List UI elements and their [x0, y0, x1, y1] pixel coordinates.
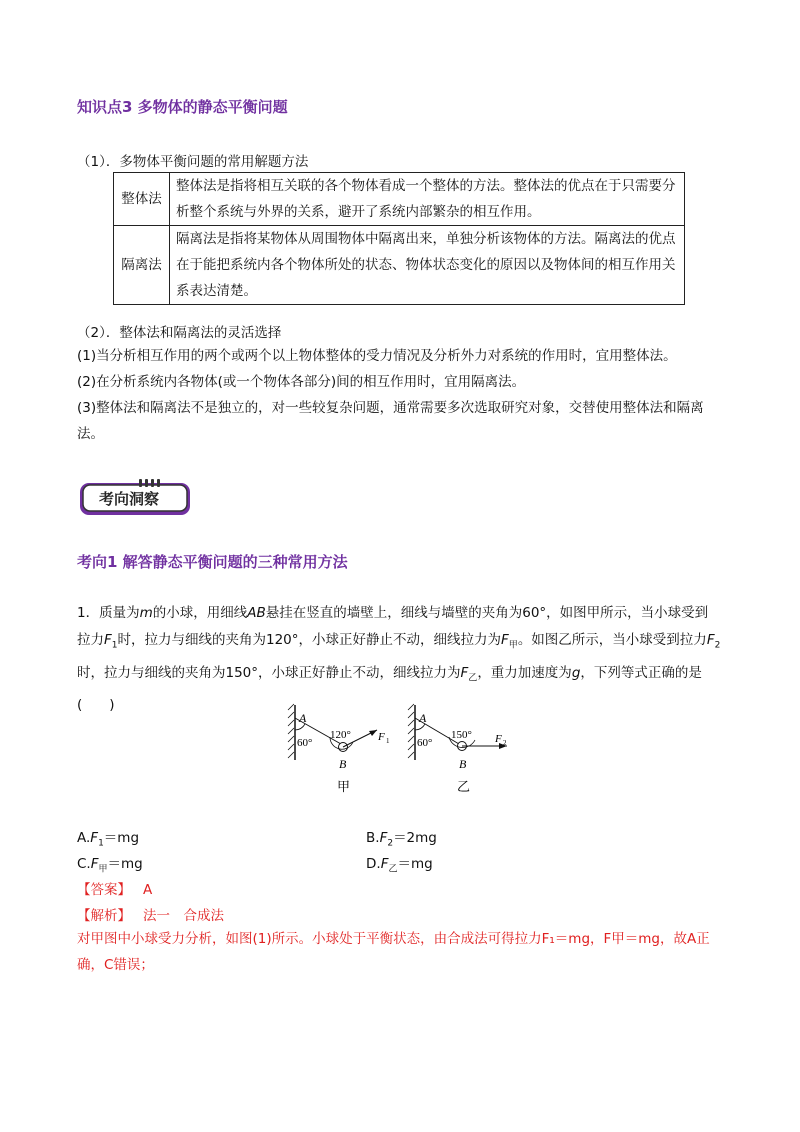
question-part: 的小球，用细线	[152, 605, 248, 621]
var-f2: F	[706, 632, 715, 648]
caption-right: 乙	[457, 780, 471, 795]
var-f2-sub: 2	[714, 640, 721, 651]
angle-wall-left: 60°	[297, 737, 313, 749]
analysis-label: 【解析】	[77, 908, 131, 924]
force-left-sub: 1	[386, 737, 390, 745]
point-2: (2)在分析系统内各物体(或一个物体各部分)间的相互作用时，宜用隔离法。	[77, 374, 526, 390]
subsection-title-2: （2）．整体法和隔离法的灵活选择	[77, 325, 282, 341]
var-m: m	[139, 605, 153, 621]
table-row	[114, 173, 685, 226]
option-rest: ＝mg	[397, 856, 433, 872]
var-fj: F	[501, 632, 509, 648]
angle-force-right: 150°	[451, 729, 472, 741]
var-g: g	[571, 664, 581, 681]
analysis-line	[77, 904, 224, 924]
analysis-method: 法一 合成法	[143, 908, 224, 924]
option-rest: ＝2mg	[393, 830, 437, 846]
table-row	[114, 226, 685, 305]
table-cell-label: 整体法	[114, 173, 170, 226]
var-fj-sub: 甲	[508, 640, 518, 651]
option-var: F	[379, 830, 388, 846]
question-part: ，下列等式正确的是( )	[77, 664, 702, 714]
option-sub: 1	[98, 838, 104, 849]
table-cell-label: 隔离法	[114, 226, 170, 305]
table-cell-text: 整体法是指将相互关联的各个物体看成一个整体的方法。整体法的优点在于只需要分析整个系统与外界的关系，避开了系统内部繁杂的相互作用。	[170, 173, 685, 226]
angle-wall-right: 60°	[417, 737, 433, 749]
option-rest: ＝mg	[107, 856, 143, 872]
force-diagram	[285, 700, 520, 800]
question-part: 。如图乙所示，当小球受到拉力	[517, 632, 707, 648]
option-key: C.	[77, 856, 91, 872]
label-b-left: B	[339, 757, 347, 771]
question-part: 质量为	[99, 605, 140, 621]
angle-force-left: 120°	[330, 729, 351, 741]
option-c[interactable]	[77, 852, 143, 875]
question-number: 1．	[77, 605, 100, 621]
table-cell-text: 隔离法是指将某物体从周围物体中隔离出来，单独分析该物体的方法。隔离法的优点在于能把系统内各个物体所处的状态、物体状态变化的原因以及物体间的相互作用关系表达清楚。	[170, 226, 685, 305]
force-right-sub: 2	[503, 739, 507, 747]
option-var: F	[90, 856, 99, 872]
answer-line	[77, 878, 152, 898]
option-rest: ＝mg	[103, 830, 140, 846]
option-key: D.	[366, 856, 381, 872]
subsection-title-1: （1）．多物体平衡问题的常用解题方法	[77, 154, 309, 170]
option-sub: 2	[387, 838, 394, 849]
option-var: F	[90, 830, 99, 846]
option-sub: 乙	[388, 864, 398, 875]
label-a-right: A	[419, 711, 427, 725]
label-a-left: A	[299, 711, 307, 725]
question-part: 时，拉力与细线的夹角为120°，小球正好静止不动，细线拉力为	[117, 632, 502, 648]
var-f1: F	[104, 632, 112, 648]
answer-value: A	[143, 882, 153, 898]
option-a[interactable]	[77, 826, 139, 849]
var-fy-sub: 乙	[468, 673, 478, 684]
option-sub: 甲	[98, 864, 108, 875]
point-3: (3)整体法和隔离法不是独立的，对一些较复杂问题，通常需要多次选取研究对象，交替使用整体法和隔离法。	[77, 400, 704, 442]
answer-label: 【答案】	[77, 882, 131, 898]
option-key: B.	[366, 830, 380, 846]
var-fy: F	[460, 664, 469, 681]
var-f1-sub: 1	[111, 640, 118, 651]
badge-text: 考向洞察	[99, 490, 160, 508]
question-part: 时，拉力与细线的夹角为150°，小球正好静止不动，细线拉力为	[77, 664, 461, 681]
methods-table	[113, 172, 685, 305]
option-key: A.	[77, 830, 91, 846]
var-ab: AB	[247, 605, 266, 621]
section-heading: 知识点3 多物体的静态平衡问题	[77, 98, 288, 116]
force-left: F	[378, 731, 385, 743]
question-part: 悬挂在竖直的墙壁上，细线与墙壁的夹角为60°，如图甲所示，当小球受到拉力	[77, 605, 709, 648]
option-b[interactable]	[366, 826, 437, 849]
force-right: F	[495, 733, 502, 745]
option-var: F	[380, 856, 389, 872]
question-part: ，重力加速度为	[477, 664, 572, 681]
point-1: (1)当分析相互作用的两个或两个以上物体整体的受力情况及分析外力对系统的作用时，宜用整体法。	[77, 348, 677, 364]
option-d[interactable]	[366, 852, 433, 875]
label-b-right: B	[459, 757, 467, 771]
analysis-text: 对甲图中小球受力分析，如图(1)所示。小球处于平衡状态，由合成法可得拉力F₁＝mg，F甲＝mg，故A正确，C错误；	[77, 931, 710, 973]
topic-heading: 考向1 解答静态平衡问题的三种常用方法	[77, 553, 348, 571]
topic-badge	[79, 477, 192, 517]
caption-left: 甲	[337, 780, 351, 795]
